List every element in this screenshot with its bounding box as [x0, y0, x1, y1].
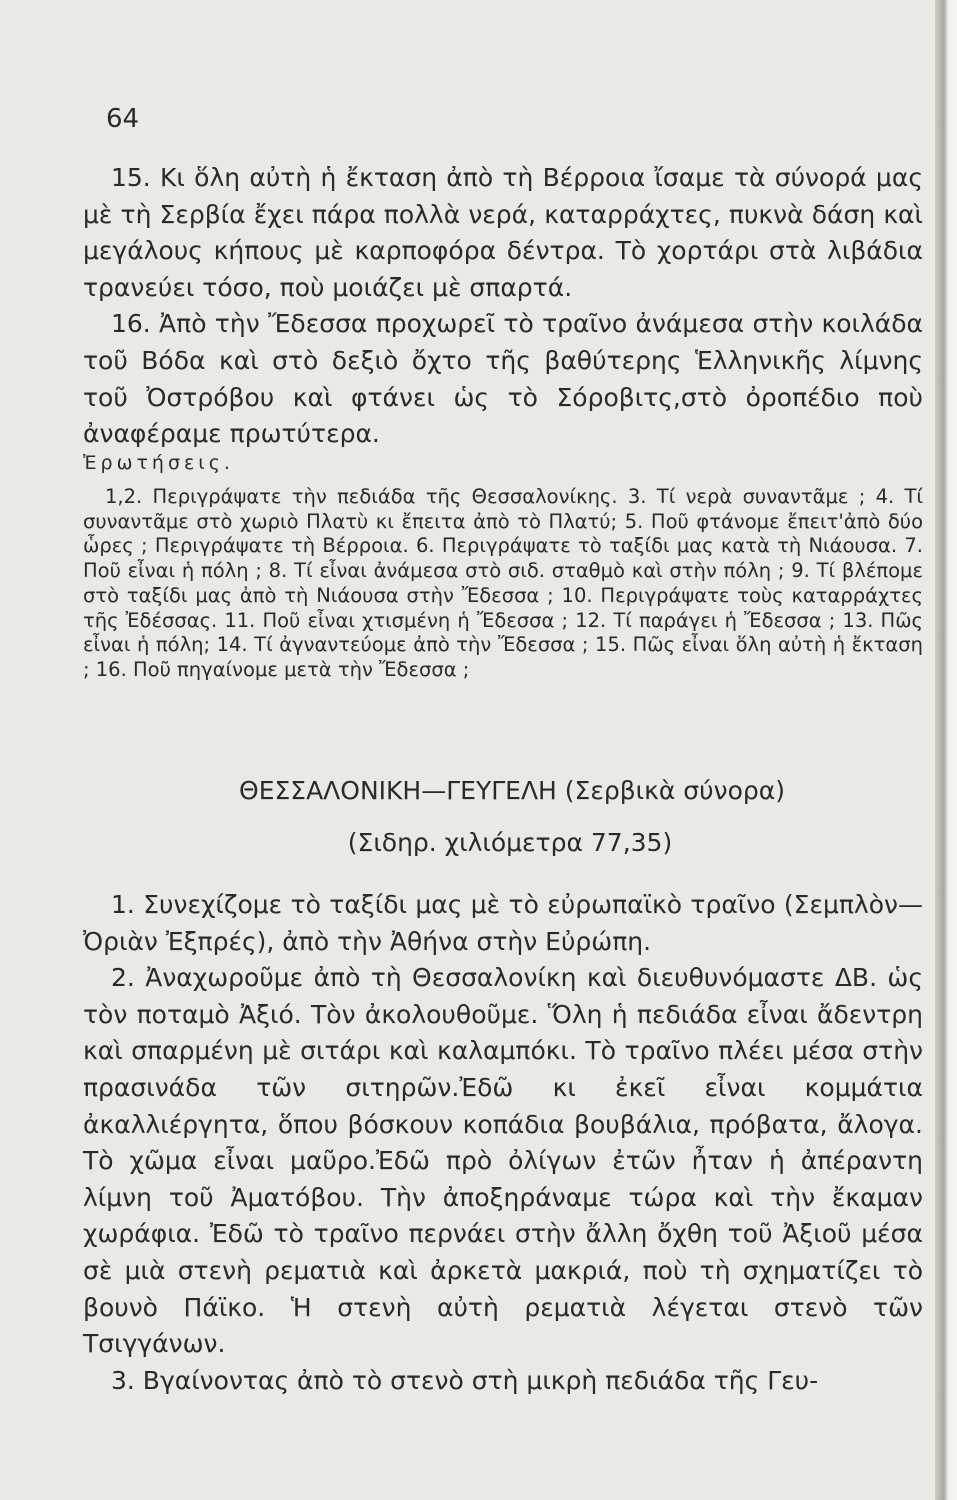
section-paragraph-2: 2. Ἀναχωροῦμε ἀπὸ τὴ Θεσσαλονίκη καὶ διευθυνόμαστε ΔΒ. ὡς τὸν ποταμὸ Ἀξιό. Τὸν ἀκολουθοῦμε. Ὅλη ἡ πεδιάδα εἶναι ἄδεντρη καὶ σπαρμένη μὲ σιτάρι καὶ καλαμπόκι. Τὸ τραῖνο πλέει μέσα στὴν πρασινάδα τῶν σιτηρῶν.Ἐδῶ κι ἐκεῖ εἶναι κομμάτια ἀκαλλιέργητα, ὅπου βόσκουν κοπάδια βουβάλια, πρόβατα, ἄλογα. Τὸ χῶμα εἶναι μαῦρο.Ἐδῶ πρὸ ὀλίγων ἐτῶν ἦταν ἡ ἀπέραντη λίμνη τοῦ Ἀματόβου. Τὴν ἀποξηράναμε τώρα καὶ τὴν ἔκαμαν χωράφια. Ἐδῶ τὸ τραῖνο περνάει στὴν ἄλλη ὄχθη τοῦ Ἀξιοῦ μέσα σὲ μιὰ στενὴ ρεματιὰ καὶ ἀρκετὰ μακριά, ποὺ τὴ σχηματίζει τὸ βουνὸ Πάϊκο. Ἡ στενὴ αὐτὴ ρεματιὰ λέγεται στενὸ τῶν Τσιγγάνων.	[83, 963, 923, 1359]
section-body-text	[83, 887, 923, 1399]
page-number: 64	[106, 104, 140, 134]
paragraph-16: 16. Ἀπὸ τὴν Ἔδεσσα προχωρεῖ τὸ τραῖνο ἀνάμεσα στὴν κοιλάδα τοῦ Βόδα καὶ στὸ δεξιὸ ὄχτο τῆς βαθύτερης Ἑλληνικῆς λίμνης τοῦ Ὀστρόβου καὶ φτάνει ὡς τὸ Σόροβιτς,στὸ ὀροπέδιο ποὺ ἀναφέραμε πρωτύτερα.	[83, 309, 923, 449]
questions-heading: Ἐρωτήσεις.	[83, 452, 234, 474]
section-paragraph-3: 3. Βγαίνοντας ἀπὸ τὸ στενὸ στὴ μικρὴ πεδιάδα τῆς Γευ-	[111, 1365, 819, 1395]
questions-list: 1,2. Περιγράψατε τὴν πεδιάδα τῆς Θεσσαλονίκης. 3. Τί νερὰ συναντᾶμε ; 4. Τί συναντᾶμε στὸ χωριὸ Πλατὺ κι ἔπειτα ἀπὸ τὸ Πλατύ; 5. Ποῦ φτάνομε ἔπειτ'ἀπὸ δύο ὧρες ; Περιγράψατε τὴ Βέρροια. 6. Περιγράψατε τὸ ταξίδι μας κατὰ τὴ Νιάουσα. 7. Ποῦ εἶναι ἡ πόλη ; 8. Τί εἶναι ἀνάμεσα στὸ σιδ. σταθμὸ καὶ στὴν πόλη ; 9. Τί βλέπομε στὸ ταξίδι μας ἀπὸ τὴ Νιάουσα στὴν Ἔδεσσα ; 10. Περιγράψατε τοὺς καταρράχτες τῆς Ἐδέσσας. 11. Ποῦ εἶναι χτισμένη ἡ Ἔδεσσα ; 12. Τί παράγει ἡ Ἔδεσσα ; 13. Πῶς εἶναι ἡ πόλη; 14. Τί ἀγναντεύομε ἀπὸ τὴν Ἔδεσσα ; 15. Πῶς εἶναι ὅλη αὐτὴ ἡ ἔκταση ; 16. Ποῦ πηγαίνομε μετὰ τὴν Ἔδεσσα ;	[83, 485, 923, 681]
body-text	[83, 160, 923, 453]
paragraph-15: 15. Κι ὅλη αὐτὴ ἡ ἔκταση ἀπὸ τὴ Βέρροια ἴσαμε τὰ σύνορά μας μὲ τὴ Σερβία ἔχει πάρα πολλὰ νερά, καταρράχτες, πυκνὰ δάση καὶ μεγάλους κήπους μὲ καρποφόρα δέντρα. Τὸ χορτάρι στὰ λιβάδια τρανεύει τόσο, ποὺ μοιάζει μὲ σπαρτά.	[83, 163, 923, 302]
page-edge	[935, 0, 957, 1500]
section-subtitle: (Σιδηρ. χιλιόμετρα 77,35)	[347, 828, 673, 857]
section-paragraph-1: 1. Συνεχίζομε τὸ ταξίδι μας μὲ τὸ εὐρωπαϊκὸ τραῖνο (Σεμπλὸν—Ὀριὰν Ἐξπρές), ἀπὸ τὴν Ἀθήνα στὴν Εὐρώπη.	[83, 890, 923, 956]
section-title: ΘΕΣΣΑΛΟΝΙΚΗ—ΓΕΥΓΕΛΗ (Σερβικὰ σύνορα)	[239, 776, 785, 805]
